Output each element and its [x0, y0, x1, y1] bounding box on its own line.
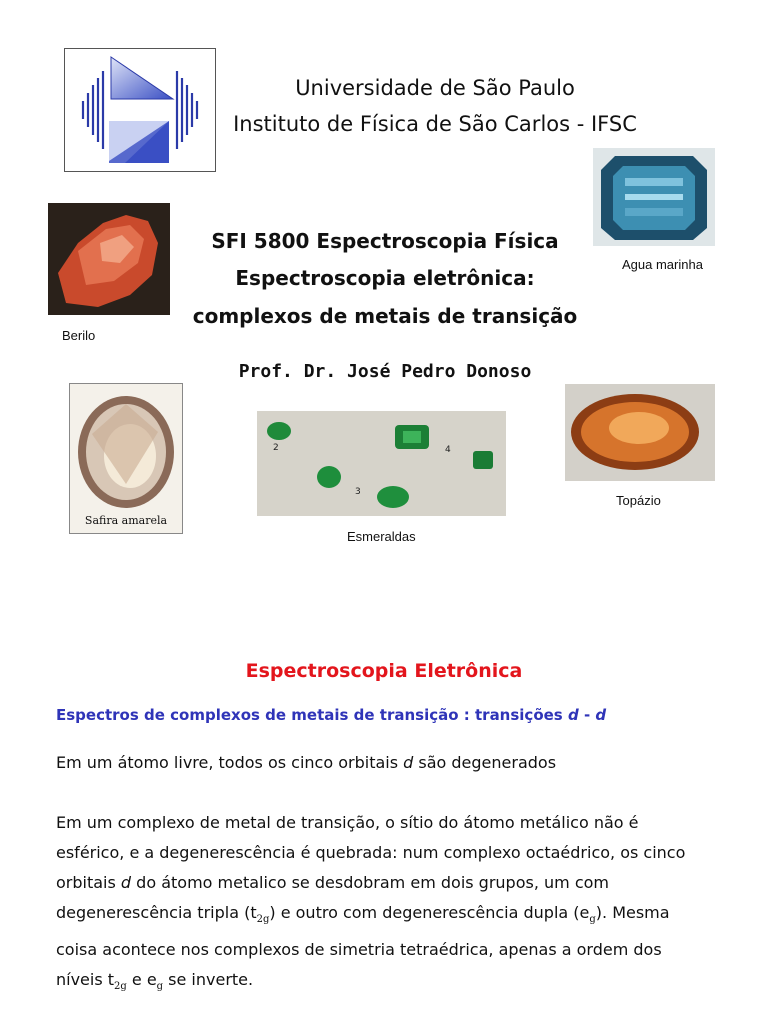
institute-name: Instituto de Física de São Carlos - IFSC: [233, 112, 637, 136]
esmeraldas-photo: [257, 411, 506, 516]
p2-line4-c: ). Mesma: [595, 903, 670, 922]
professor-name: Prof. Dr. José Pedro Donoso: [238, 361, 532, 382]
paragraph-complex: [56, 808, 726, 1002]
section-subtitle: [56, 706, 606, 724]
ifsc-logo: [64, 48, 216, 172]
course-title: SFI 5800 Espectroscopia Física: [211, 229, 559, 253]
agua-marinha-caption: Agua marinha: [622, 257, 703, 272]
ifsc-logo-graphic: [65, 49, 215, 171]
berilo-caption: Berilo: [62, 328, 96, 343]
p2-line2: esférico, e a degenerescência é quebrada: num complexo octaédrico, os cinco: [56, 843, 686, 862]
topazio-photo: [565, 384, 715, 481]
berilo-photo: [48, 203, 170, 315]
p2-line6: [56, 965, 726, 1002]
subtitle-dash: -: [578, 706, 596, 724]
subtitle-d2: d: [595, 706, 607, 724]
safira-photo: [69, 383, 183, 534]
p2-line3-b: do átomo metalico se desdobram em dois grupos, um com: [131, 873, 609, 892]
p2-line4: [56, 898, 726, 935]
emerald-number-4: 4: [445, 445, 451, 455]
emerald-number-3: 3: [355, 487, 361, 497]
p2-line4-sub1: 2g: [256, 914, 270, 926]
p2-line3-d: d: [120, 873, 132, 892]
esmeraldas-caption: Esmeraldas: [347, 529, 416, 544]
agua-marinha-photo: [593, 148, 715, 246]
emerald-number-2: 2: [273, 443, 279, 453]
p2-line4-sub2: g: [589, 914, 596, 926]
paragraph-free-atom: [56, 748, 726, 778]
p2-line6-sub1: 2g: [114, 981, 127, 993]
p2-line3-a: orbitais: [56, 873, 121, 892]
safira-caption: Safira amarela: [84, 514, 168, 527]
p2-line6-sub2: g: [156, 981, 164, 993]
p2-line5: coisa acontece nos complexos de simetria tetraédrica, apenas a ordem dos: [56, 940, 662, 960]
p1-after: são degenerados: [413, 753, 557, 772]
p2-line4-a: degenerescência tripla (t: [56, 903, 257, 922]
p1-before: Em um átomo livre, todos os cinco orbitais: [56, 753, 404, 772]
subtopic-title: complexos de metais de transição: [192, 304, 578, 328]
university-name: Universidade de São Paulo: [295, 76, 575, 100]
topazio-caption: Topázio: [616, 493, 661, 508]
p2-line3: [56, 868, 726, 898]
p2-line6-c: se inverte.: [163, 970, 254, 990]
p2-line6-b: e e: [126, 970, 157, 990]
topic-title: Espectroscopia eletrônica:: [235, 266, 535, 290]
p2-line6-a: níveis t: [56, 970, 115, 990]
p2-line4-b: ) e outro com degenerescência dupla (e: [269, 903, 590, 922]
subtitle-d1: d: [567, 706, 579, 724]
subtitle-prefix: Espectros de complexos de metais de transição : transições: [56, 706, 568, 724]
section-title: Espectroscopia Eletrônica: [245, 660, 523, 682]
p2-line1: Em um complexo de metal de transição, o sítio do átomo metálico não é: [56, 813, 639, 832]
p1-d: d: [403, 753, 414, 772]
